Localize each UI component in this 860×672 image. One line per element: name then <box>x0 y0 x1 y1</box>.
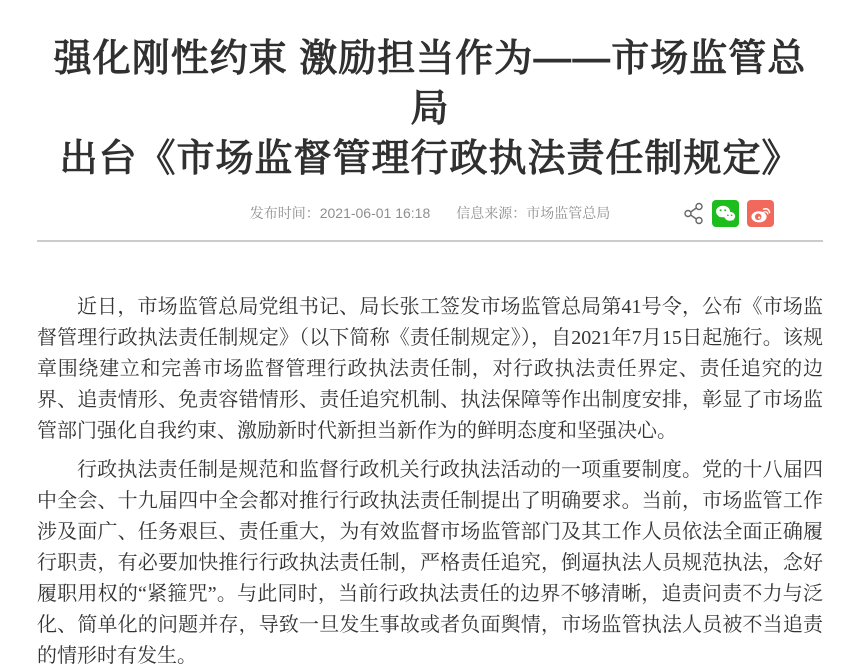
weibo-share-button[interactable] <box>747 200 774 227</box>
article-meta-row <box>37 198 823 228</box>
share-buttons <box>683 199 774 227</box>
share-icon <box>683 202 704 225</box>
title-line-1: 强化刚性约束 激励担当作为——市场监管总局 <box>53 38 807 130</box>
paragraph-2: 行政执法责任制是规范和监督行政机关行政执法活动的一项重要制度。党的十八届四中全会、十九届四中全会都对推行行政执法责任制提出了明确要求。当前，市场监管工作涉及面广、任务艰巨、责任重大，为有效监督市场监管部门及其工作人员依法全面正确履行职责，有必要加快推行行政执法责任制，严格责任追究，倒逼执法人员规范执法，念好履职用权的“紧箍咒”。与此同时，当前行政执法责任的边界不够清晰，追责问责不力与泛化、简单化的问题并存，导致一旦发生事故或者负面舆情，市场监管执法人员被不当追责的情形时有发生。 <box>37 459 823 667</box>
article-page <box>0 34 860 667</box>
article-body <box>37 292 823 672</box>
wechat-icon <box>712 200 739 227</box>
paragraph-1: 近日，市场监管总局党组书记、局长张工签发市场监管总局第41号令，公布《市场监督管理行政执法责任制规定》（以下简称《责任制规定》），自2021年7月15日起施行。该规章围绕建立和完善市场监督管理行政执法责任制，对行政执法责任界定、责任追究的边界、追责情形、免责容错情形、责任追究机制、执法保障等作出制度安排，彰显了市场监管部门强化自我约束、激励新时代新担当新作为的鲜明态度和坚强决心。 <box>37 296 823 442</box>
share-button[interactable] <box>683 202 704 225</box>
publish-time: 发布时间：2021-06-01 16:18 <box>249 205 431 221</box>
divider <box>37 240 823 242</box>
weibo-icon <box>747 200 774 227</box>
title-line-2: 出台《市场监督管理行政执法责任制规定》 <box>59 138 801 180</box>
page-title <box>37 34 823 184</box>
wechat-share-button[interactable] <box>712 200 739 227</box>
info-source: 信息来源：市场监管总局 <box>456 205 611 221</box>
